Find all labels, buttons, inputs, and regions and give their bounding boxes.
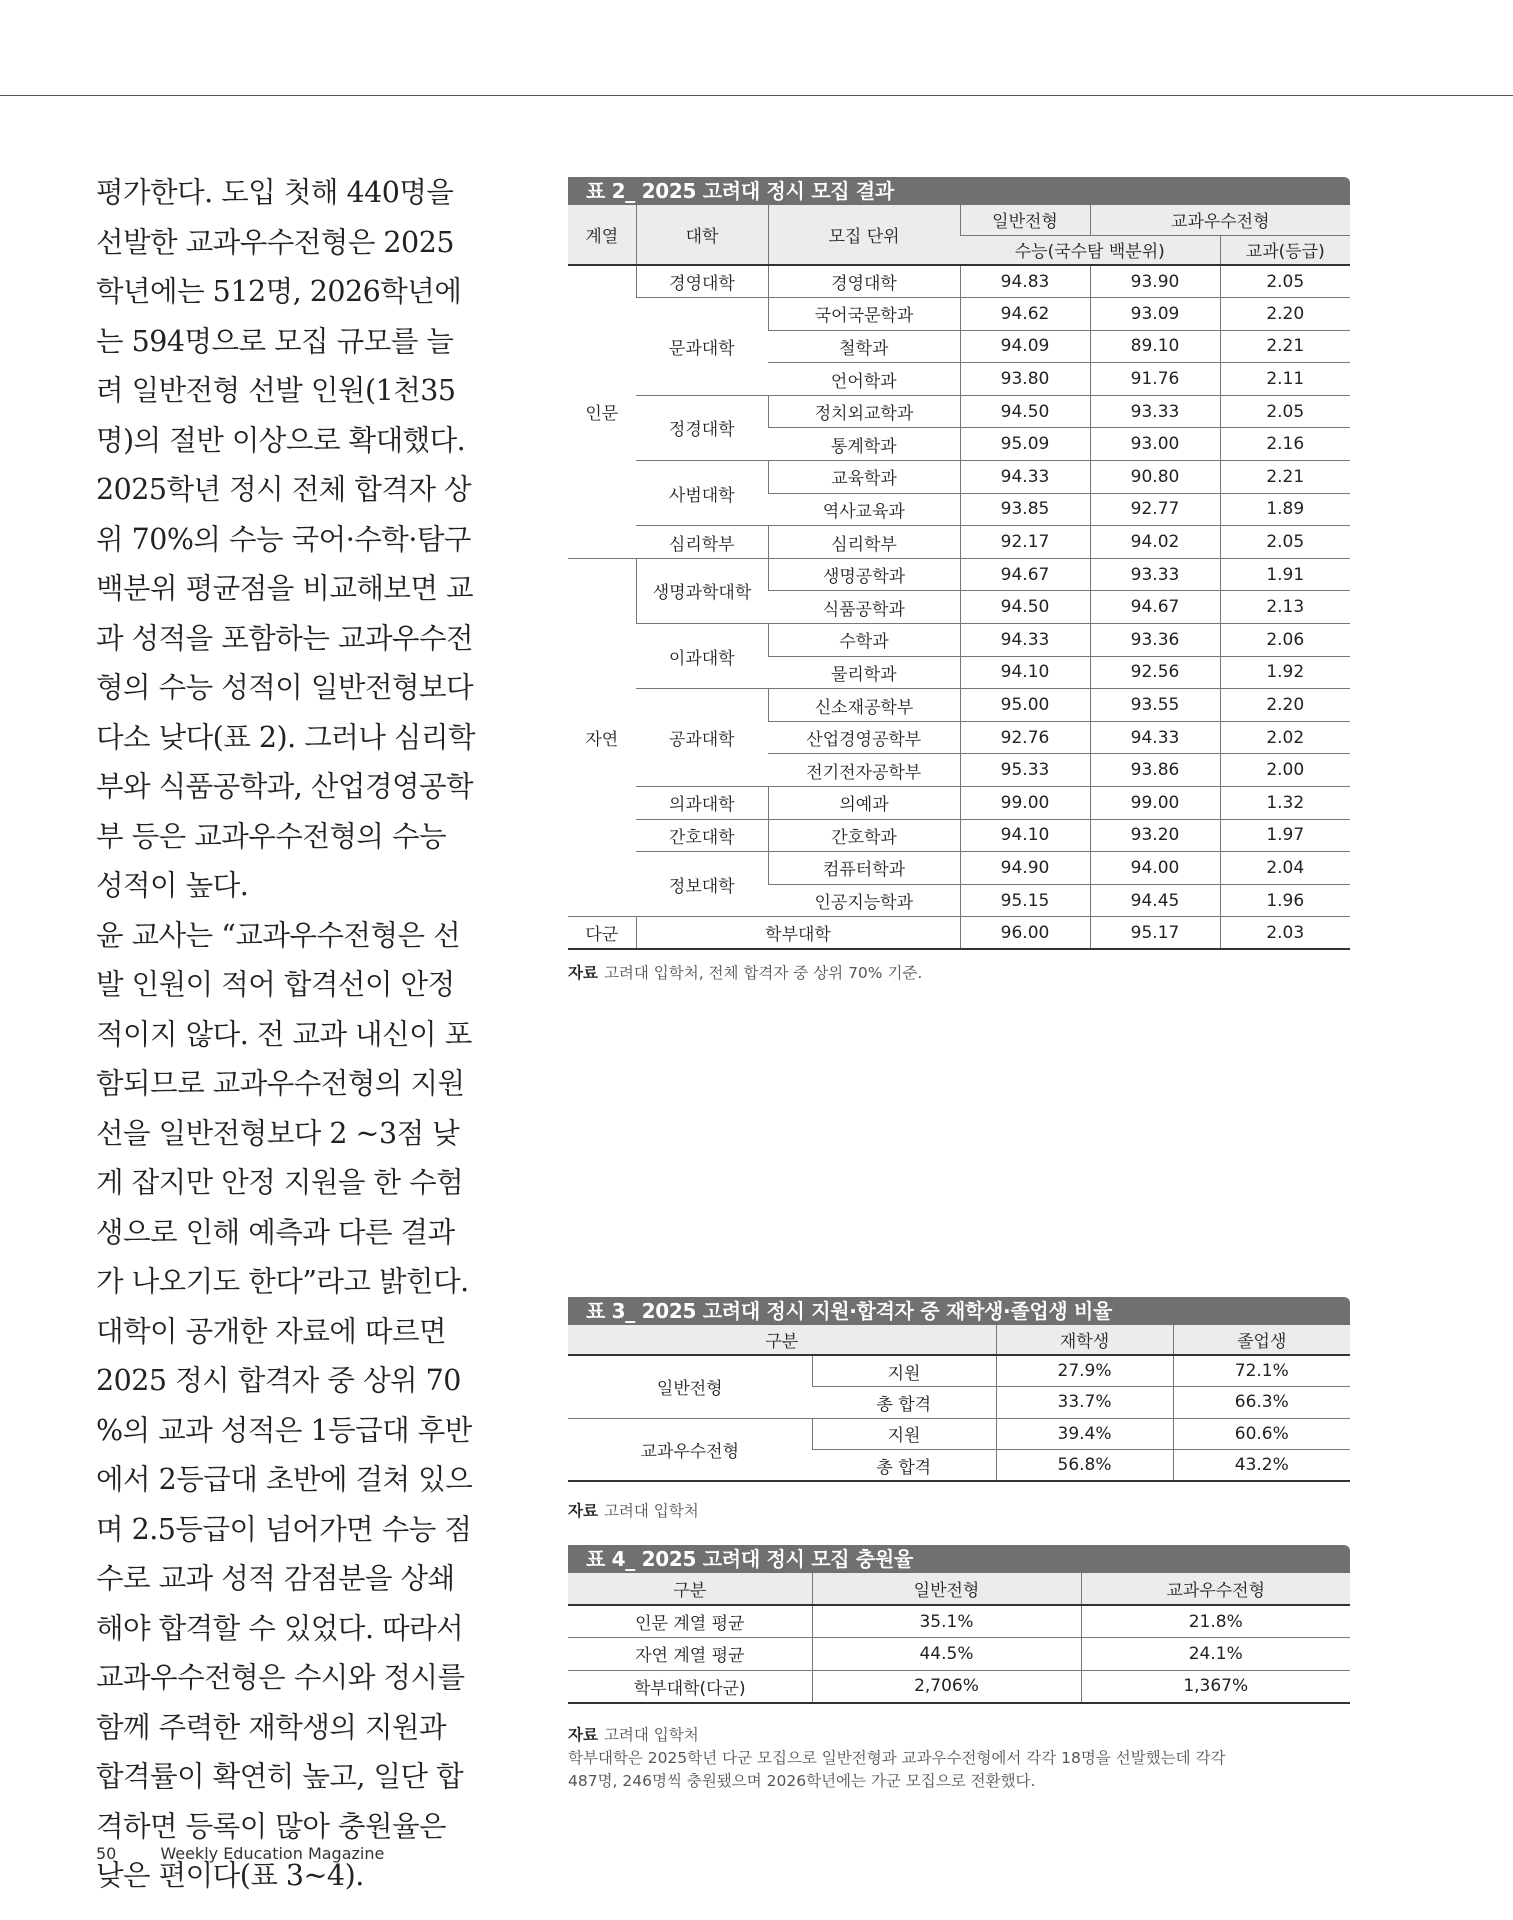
header-category: 구분: [568, 1325, 996, 1355]
table-row: [568, 1355, 1350, 1387]
table-row: [568, 819, 1350, 852]
grade-cell: 1.97: [1220, 819, 1350, 852]
category-cell: 인문 계열 평균: [568, 1605, 812, 1638]
general-suneung-cell: 94.33: [960, 461, 1090, 494]
enrolled-cell: 33.7%: [996, 1387, 1173, 1419]
general-suneung-cell: 94.10: [960, 656, 1090, 689]
excellent-suneung-cell: 89.10: [1090, 330, 1220, 363]
grade-cell: 2.20: [1220, 298, 1350, 331]
general-suneung-cell: 92.76: [960, 721, 1090, 754]
unit-cell: 수학과: [768, 624, 960, 657]
unit-cell: 국어국문학과: [768, 298, 960, 331]
grade-cell: 2.11: [1220, 363, 1350, 396]
grade-cell: 2.05: [1220, 526, 1350, 559]
table-4-note-line: 487명, 246명씩 충원됐으며 2026학년에는 가군 모집으로 전환했다.: [568, 1772, 1036, 1790]
magazine-name: Weekly Education Magazine: [160, 1844, 385, 1863]
header-suneung: 수능(국수탐 백분위): [960, 235, 1220, 265]
grade-cell: 2.05: [1220, 265, 1350, 298]
unit-cell: 언어학과: [768, 363, 960, 396]
excellent-suneung-cell: 93.00: [1090, 428, 1220, 461]
table-row: [568, 461, 1350, 494]
source-label: 자료: [568, 1502, 598, 1520]
unit-cell: 인공지능학과: [768, 884, 960, 917]
article-paragraph: 윤 교사는 “교과우수전형은 선발 인원이 적어 합격선이 안정적이지 않다. 전 교과 내신이 포함되므로 교과우수전형의 지원선을 일반전형보다 2 ~3점 낮게 잡지만 안정 지원을 한 수험생으로 인해 예측과 다른 결과가 나오기도 한다”라고 밝힌다.: [96, 918, 472, 1298]
table-3: [568, 1297, 1350, 1482]
table-3-source: [568, 1500, 699, 1523]
table-row: [568, 1638, 1350, 1671]
table-row: [568, 526, 1350, 559]
grade-cell: 2.06: [1220, 624, 1350, 657]
college-cell: 정보대학: [636, 852, 768, 917]
table-row: [568, 298, 1350, 331]
unit-cell: 역사교육과: [768, 493, 960, 526]
excellent-suneung-cell: 94.02: [1090, 526, 1220, 559]
excellent-suneung-cell: 93.33: [1090, 395, 1220, 428]
excellent-suneung-cell: 94.45: [1090, 884, 1220, 917]
excellent-suneung-cell: 93.90: [1090, 265, 1220, 298]
table-2: [568, 177, 1350, 950]
general-suneung-cell: 94.90: [960, 852, 1090, 885]
header-enrolled: 재학생: [996, 1325, 1173, 1355]
excellent-cell: 24.1%: [1081, 1638, 1350, 1671]
table-4-source: [568, 1724, 1226, 1793]
graduate-cell: 66.3%: [1173, 1387, 1350, 1419]
table-2-title: 표 2_ 2025 고려대 정시 모집 결과: [568, 177, 1350, 205]
excellent-suneung-cell: 93.20: [1090, 819, 1220, 852]
header-unit: 모집 단위: [768, 205, 960, 265]
type-cell: 총 합격: [812, 1450, 996, 1482]
group-cell: 일반전형: [568, 1355, 812, 1418]
excellent-suneung-cell: 94.67: [1090, 591, 1220, 624]
excellent-suneung-cell: 91.76: [1090, 363, 1220, 396]
grade-cell: 2.20: [1220, 689, 1350, 722]
field-cell: 다군: [568, 917, 636, 950]
header-grade: 교과(등급): [1220, 235, 1350, 265]
grade-cell: 2.00: [1220, 754, 1350, 787]
college-cell: 의과대학: [636, 787, 768, 820]
unit-cell: 심리학부: [768, 526, 960, 559]
table-4-note-line: 학부대학은 2025학년 다군 모집으로 일반전형과 교과우수전형에서 각각 18명을 선발했는데 각각: [568, 1749, 1226, 1767]
table-3-title: 표 3_ 2025 고려대 정시 지원·합격자 중 재학생·졸업생 비율: [568, 1297, 1350, 1325]
header-category: 구분: [568, 1573, 812, 1605]
table-row: [568, 265, 1350, 298]
unit-cell: 통계학과: [768, 428, 960, 461]
header-excellent: 교과우수전형: [1081, 1573, 1350, 1605]
table-row: [568, 1605, 1350, 1638]
article-paragraph: 평가한다. 도입 첫해 440명을 선발한 교과우수전형은 2025학년에는 512명, 2026학년에는 594명으로 모집 규모를 늘려 일반전형 선발 인원(1천35명)의 절반 이상으로 확대했다.: [96, 176, 466, 457]
table-row: [568, 624, 1350, 657]
grade-cell: 2.13: [1220, 591, 1350, 624]
college-cell: 문과대학: [636, 298, 768, 396]
page-footer: [96, 1844, 384, 1863]
page-number: 50: [96, 1844, 117, 1863]
table-row: [568, 852, 1350, 885]
header-excellent: 교과우수전형: [1090, 205, 1350, 235]
general-suneung-cell: 94.67: [960, 558, 1090, 591]
article-paragraph: 대학이 공개한 자료에 따르면 2025 정시 합격자 중 상위 70 %의 교과 성적은 1등급대 후반에서 2등급대 초반에 걸쳐 있으며 2.5등급이 넘어가면 수능 점수로 교과 성적 감점분을 상쇄해야 합격할 수 있었다. 따라서 교과우수전형은 수시와 정시를 함께 주력한 재학생의 지원과 합격률이 확연히 높고, 일단 합격하면 등록이 많아 충원율은 낮은 편이다(표 3~4).: [96, 1314, 473, 1892]
excellent-suneung-cell: 94.00: [1090, 852, 1220, 885]
general-cell: 96.00: [960, 917, 1090, 950]
table-row: [568, 1418, 1350, 1450]
table-2-source: [568, 962, 922, 985]
general-suneung-cell: 93.85: [960, 493, 1090, 526]
unit-cell: 의예과: [768, 787, 960, 820]
grade-cell: 2.02: [1220, 721, 1350, 754]
general-suneung-cell: 95.00: [960, 689, 1090, 722]
source-text: 고려대 입학처: [603, 1726, 699, 1744]
college-cell: 심리학부: [636, 526, 768, 559]
category-cell: 자연 계열 평균: [568, 1638, 812, 1671]
table-row: [568, 689, 1350, 722]
grade-cell: 1.96: [1220, 884, 1350, 917]
college-cell: 간호대학: [636, 819, 768, 852]
source-label: 자료: [568, 964, 598, 982]
college-cell: 사범대학: [636, 461, 768, 526]
unit-cell: 생명공학과: [768, 558, 960, 591]
grade-cell: 1.92: [1220, 656, 1350, 689]
header-college: 대학: [636, 205, 768, 265]
general-cell: 2,706%: [812, 1670, 1081, 1703]
source-label: 자료: [568, 1726, 598, 1744]
general-suneung-cell: 95.09: [960, 428, 1090, 461]
grade-cell: 1.91: [1220, 558, 1350, 591]
excellent-suneung-cell: 99.00: [1090, 787, 1220, 820]
college-cell: 이과대학: [636, 624, 768, 689]
grade-cell: 1.89: [1220, 493, 1350, 526]
table-4: [568, 1545, 1350, 1704]
source-text: 고려대 입학처, 전체 합격자 중 상위 70% 기준.: [603, 964, 923, 982]
unit-cell: 산업경영공학부: [768, 721, 960, 754]
grade-cell: 2.21: [1220, 461, 1350, 494]
type-cell: 지원: [812, 1355, 996, 1387]
grade-cell: 2.04: [1220, 852, 1350, 885]
top-rule: [0, 95, 1513, 96]
general-suneung-cell: 92.17: [960, 526, 1090, 559]
general-suneung-cell: 94.83: [960, 265, 1090, 298]
type-cell: 지원: [812, 1418, 996, 1450]
unit-cell: 신소재공학부: [768, 689, 960, 722]
table-4-title: 표 4_ 2025 고려대 정시 모집 충원율: [568, 1545, 1350, 1573]
unit-cell: 식품공학과: [768, 591, 960, 624]
enrolled-cell: 39.4%: [996, 1418, 1173, 1450]
general-suneung-cell: 93.80: [960, 363, 1090, 396]
table-row: [568, 395, 1350, 428]
category-cell: 학부대학(다군): [568, 1670, 812, 1703]
general-suneung-cell: 99.00: [960, 787, 1090, 820]
college-cell: 경영대학: [636, 265, 768, 298]
college-cell: 생명과학대학: [636, 558, 768, 623]
general-suneung-cell: 94.33: [960, 624, 1090, 657]
excellent-suneung-cell: 93.36: [1090, 624, 1220, 657]
table-row: [568, 917, 1350, 950]
enrolled-cell: 56.8%: [996, 1450, 1173, 1482]
unit-cell: 교육학과: [768, 461, 960, 494]
excellent-suneung-cell: 92.77: [1090, 493, 1220, 526]
excellent-suneung-cell: 90.80: [1090, 461, 1220, 494]
excellent-cell: 95.17: [1090, 917, 1220, 950]
table-row: [568, 558, 1350, 591]
type-cell: 총 합격: [812, 1387, 996, 1419]
unit-cell: 간호학과: [768, 819, 960, 852]
general-suneung-cell: 94.50: [960, 395, 1090, 428]
general-cell: 44.5%: [812, 1638, 1081, 1671]
general-cell: 35.1%: [812, 1605, 1081, 1638]
excellent-suneung-cell: 93.55: [1090, 689, 1220, 722]
unit-cell: 철학과: [768, 330, 960, 363]
general-suneung-cell: 95.33: [960, 754, 1090, 787]
grade-cell: 2.05: [1220, 395, 1350, 428]
general-suneung-cell: 94.09: [960, 330, 1090, 363]
table-row: [568, 1670, 1350, 1703]
excellent-suneung-cell: 93.33: [1090, 558, 1220, 591]
excellent-cell: 21.8%: [1081, 1605, 1350, 1638]
field-cell: 인문: [568, 265, 636, 558]
excellent-suneung-cell: 93.09: [1090, 298, 1220, 331]
group-cell: 교과우수전형: [568, 1418, 812, 1481]
unit-cell: 학부대학: [636, 917, 960, 950]
graduate-cell: 43.2%: [1173, 1450, 1350, 1482]
unit-cell: 경영대학: [768, 265, 960, 298]
header-general: 일반전형: [960, 205, 1090, 235]
excellent-suneung-cell: 92.56: [1090, 656, 1220, 689]
header-graduate: 졸업생: [1173, 1325, 1350, 1355]
field-cell: 자연: [568, 558, 636, 917]
unit-cell: 컴퓨터학과: [768, 852, 960, 885]
unit-cell: 전기전자공학부: [768, 754, 960, 787]
header-general: 일반전형: [812, 1573, 1081, 1605]
grade-cell: 2.16: [1220, 428, 1350, 461]
general-suneung-cell: 94.62: [960, 298, 1090, 331]
table-4-grid: [568, 1573, 1350, 1704]
graduate-cell: 72.1%: [1173, 1355, 1350, 1387]
grade-cell: 2.03: [1220, 917, 1350, 950]
table-row: [568, 787, 1350, 820]
general-suneung-cell: 94.10: [960, 819, 1090, 852]
table-2-grid: [568, 205, 1350, 950]
unit-cell: 물리학과: [768, 656, 960, 689]
header-field: 계열: [568, 205, 636, 265]
excellent-suneung-cell: 93.86: [1090, 754, 1220, 787]
college-cell: 정경대학: [636, 395, 768, 460]
graduate-cell: 60.6%: [1173, 1418, 1350, 1450]
grade-cell: 2.21: [1220, 330, 1350, 363]
source-text: 고려대 입학처: [603, 1502, 699, 1520]
article-paragraph: 2025학년 정시 전체 합격자 상위 70%의 수능 국어·수학·탐구 백분위 평균점을 비교해보면 교과 성적을 포함하는 교과우수전형의 수능 성적이 일반전형보다 다소 낮다(표 2). 그러나 심리학부와 식품공학과, 산업경영공학부 등은 교과우수전형의 수능 성적이 높다.: [96, 473, 476, 902]
college-cell: 공과대학: [636, 689, 768, 787]
excellent-suneung-cell: 94.33: [1090, 721, 1220, 754]
excellent-cell: 1,367%: [1081, 1670, 1350, 1703]
general-suneung-cell: 94.50: [960, 591, 1090, 624]
grade-cell: 1.32: [1220, 787, 1350, 820]
general-suneung-cell: 95.15: [960, 884, 1090, 917]
article-body: [96, 168, 480, 1901]
table-3-grid: [568, 1325, 1350, 1482]
unit-cell: 정치외교학과: [768, 395, 960, 428]
enrolled-cell: 27.9%: [996, 1355, 1173, 1387]
